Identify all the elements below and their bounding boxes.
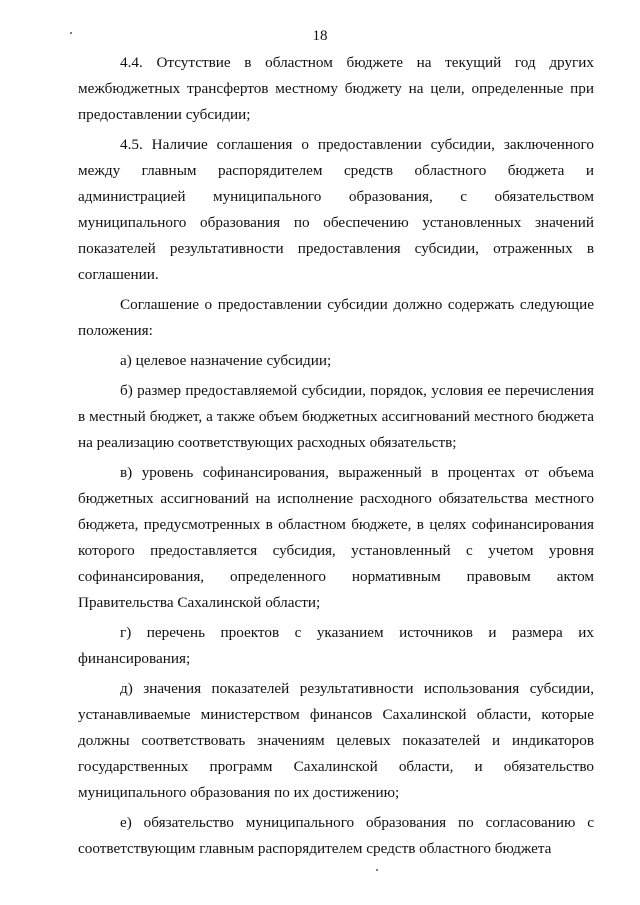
scan-speck xyxy=(376,869,378,871)
list-item-g: г) перечень проектов с указанием источников и размера их финансирования; xyxy=(78,624,594,667)
list-item-a: а) целевое назначение субсидии; xyxy=(120,352,332,369)
list-item-d: д) значения показателей результативности использования субсидии, устанавливаемые министерством финансов Сахалинской области, которые должны соответствовать значениям целевых показателей и индикаторов государственных программ Сахалинской области, и обязательство муниципального образования по их достижению; xyxy=(78,680,594,801)
list-item-v: в) уровень софинансирования, выраженный в процентах от объема бюджетных ассигнований на исполнение расходного обязательства местного бюджета, предусмотренных в областном бюджете, в целях софинансирования которого предоставляется субсидия, установленный с учетом уровня софинансирования, определенного нормативным правовым актом Правительства Сахалинской области; xyxy=(78,464,594,611)
paragraph-4-5: 4.5. Наличие соглашения о предоставлении субсидии, заключенного между главным распорядителем средств областного бюджета и администрацией муниципального образования, с обязательством муниципального образования по обеспечению установленных значений показателей результативности предоставления субсидии, отраженных в соглашении. xyxy=(78,136,594,283)
list-item-b: б) размер предоставляемой субсидии, порядок, условия ее перечисления в местный бюджет, а также объем бюджетных ассигнований местного бюджета на реализацию соответствующих расходных обязательств; xyxy=(78,382,594,451)
paragraph-4-4: 4.4. Отсутствие в областном бюджете на текущий год других межбюджетных трансфертов местному бюджету на цели, определенные при предоставлении субсидии; xyxy=(78,54,594,123)
page-number: 18 xyxy=(312,28,328,44)
document-body xyxy=(78,50,594,866)
paragraph-agreement-intro: Соглашение о предоставлении субсидии должно содержать следующие положения: xyxy=(78,296,594,339)
scan-speck xyxy=(70,32,72,34)
list-item-e: е) обязательство муниципального образования по согласованию с соответствующим главным распорядителем средств областного бюджета xyxy=(78,814,594,857)
